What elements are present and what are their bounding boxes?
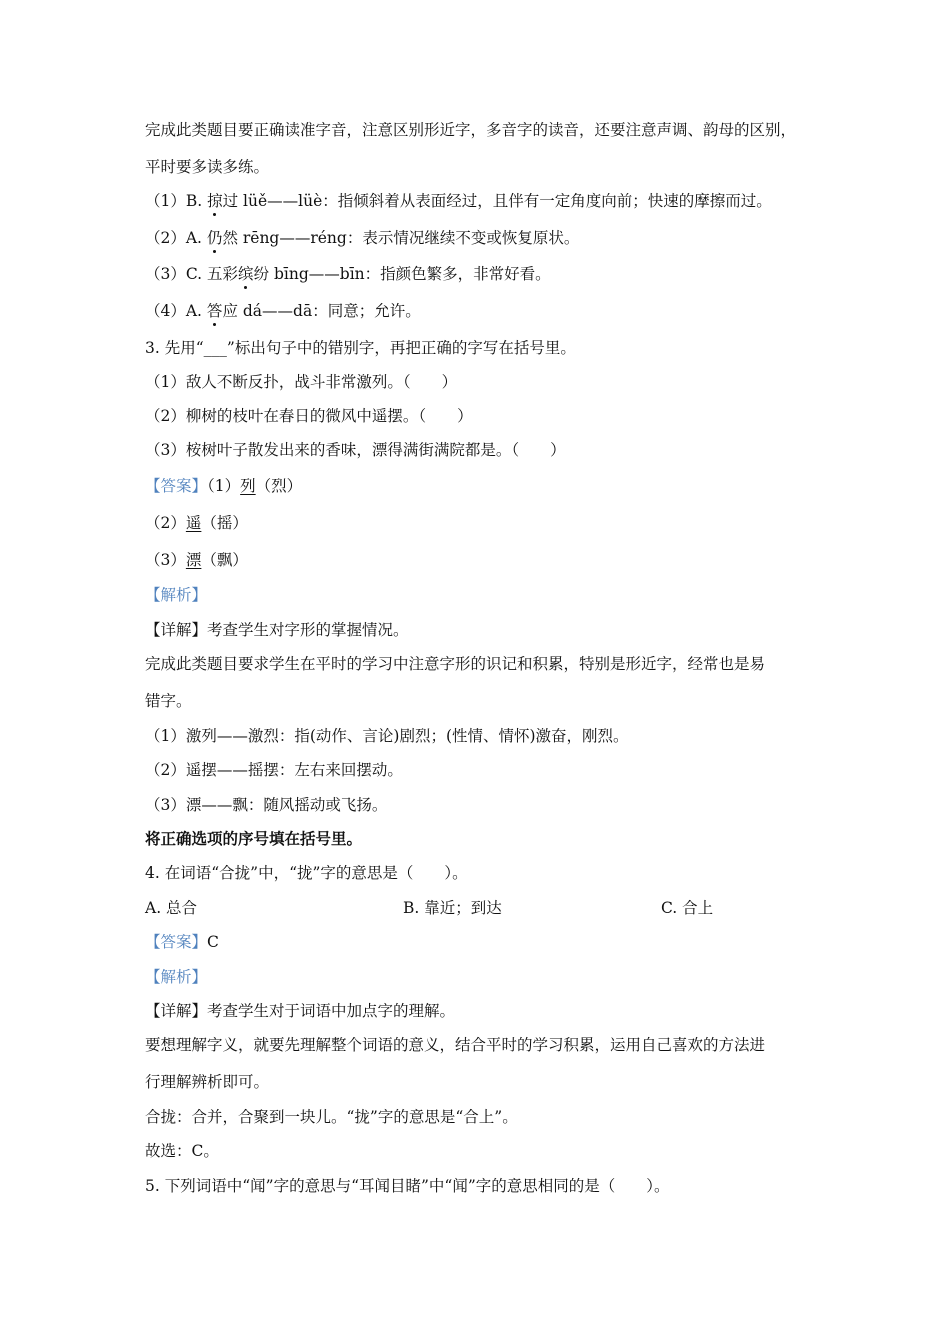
q3-sentence-3: （3）桉树叶子散发出来的香味，漂得满街满院都是。（ ） [145, 441, 566, 459]
q4-body-line-3: 合拢：合并，合聚到一块儿。“拢”字的意思是“合上”。 [145, 1108, 518, 1126]
q4-option-c: C. 合上 [661, 899, 714, 917]
q3-explanation-3: （3）漂——飘：随风摇动或飞扬。 [145, 796, 388, 814]
q2-item-1: （1）B. 掠过 lüě——lüè：指倾斜着从表面经过，且伴有一定角度向前；快速的摩擦而过。 [145, 192, 772, 210]
wrong-char: 遥 [185, 514, 202, 532]
q2-intro-line-2: 平时要多读多练。 [145, 158, 270, 176]
q4-option-b: B. 靠近；到达 [403, 899, 502, 917]
q3-answer-line-2: （2）遥（摇） [145, 514, 248, 532]
q3-sentence-1: （1）敌人不断反扑，战斗非常激列。（ ） [145, 373, 458, 391]
dotted-char: 缤 [238, 265, 254, 283]
q3-body-line-1: 完成此类题目要求学生在平时的学习中注意字形的识记和积累，特别是形近字，经常也是易 [145, 655, 766, 673]
q4-body-line-2: 行理解辨析即可。 [145, 1073, 270, 1091]
q4-detail: 【详解】考查学生对于词语中加点字的理解。 [145, 1002, 456, 1020]
section-heading: 将正确选项的序号填在括号里。 [145, 830, 363, 848]
q2-item-4: （4）A. 答应 dá——dā：同意；允许。 [145, 302, 421, 320]
q3-analysis-tag: 【解析】 [145, 586, 208, 604]
q2-item-3: （3）C. 五彩缤纷 bīng——bīn：指颜色繁多，非常好看。 [145, 265, 551, 283]
q3-sentence-2: （2）柳树的枝叶在春日的微风中遥摆。（ ） [145, 407, 473, 425]
q3-answer-line-3: （3）漂（飘） [145, 551, 248, 569]
q4-answer-line: 【答案】C [145, 933, 219, 951]
q4-stem: 4. 在词语“合拢”中，“拢”字的意思是（ ）。 [145, 864, 468, 882]
wrong-char: 列 [240, 477, 256, 495]
dotted-char: 掠 [207, 192, 223, 210]
q4-analysis-tag: 【解析】 [145, 968, 208, 986]
q2-intro-line-1: 完成此类题目要正确读准字音，注意区别形近字，多音字的读音，还要注意声调、韵母的区别， [145, 121, 797, 139]
dotted-char: 仍 [206, 229, 223, 247]
answer-tag: 【答案】 [145, 477, 208, 495]
q4-option-a: A. 总合 [145, 899, 198, 917]
dotted-char: 答 [206, 302, 223, 320]
q3-answer-line-1: 【答案】（1）列（烈） [145, 477, 303, 495]
q5-stem: 5. 下列词语中“闻”字的意思与“耳闻目睹”中“闻”字的意思相同的是（ ）。 [145, 1177, 670, 1195]
q3-explanation-1: （1）激列——激烈：指(动作、言论)剧烈；(性情、情怀)激奋，刚烈。 [145, 727, 629, 745]
q3-stem: 3. 先用“___”标出句子中的错别字，再把正确的字写在括号里。 [145, 339, 576, 357]
q3-body-line-2: 错字。 [145, 692, 192, 710]
answer-tag: 【答案】 [145, 933, 208, 951]
q2-item-2: （2）A. 仍然 rēng——réng：表示情况继续不变或恢复原状。 [145, 229, 580, 247]
wrong-char: 漂 [185, 551, 202, 569]
q4-body-line-1: 要想理解字义，就要先理解整个词语的意义，结合平时的学习积累，运用自己喜欢的方法进 [145, 1036, 766, 1054]
q4-conclusion: 故选：C。 [145, 1142, 219, 1160]
q3-detail: 【详解】考查学生对字形的掌握情况。 [145, 621, 409, 639]
q3-explanation-2: （2）遥摆——摇摆：左右来回摆动。 [145, 761, 403, 779]
